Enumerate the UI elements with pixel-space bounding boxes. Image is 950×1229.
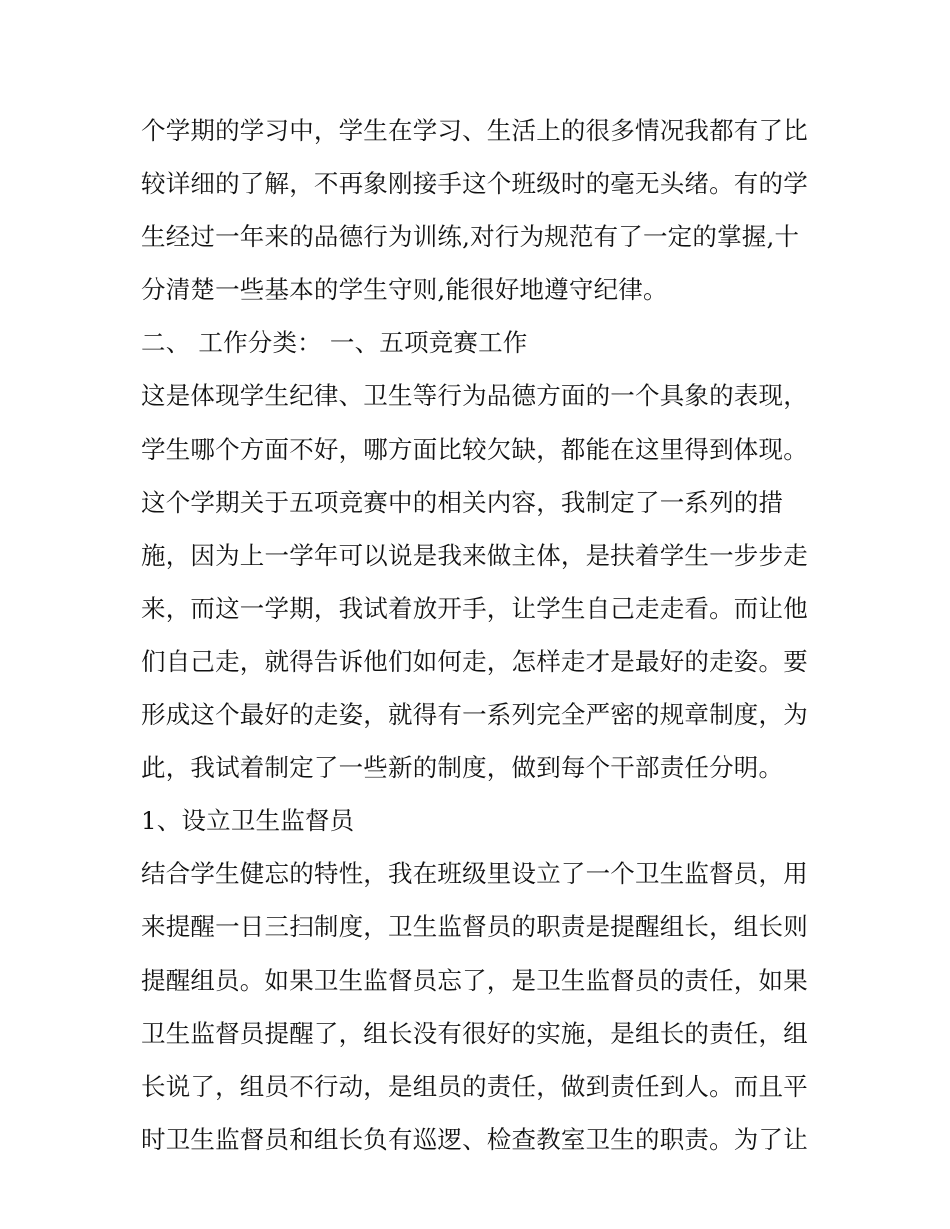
text-line: 生经过一年来的品德行为训练,对行为规范有了一定的掌握,十 [141, 222, 800, 252]
text-line: 卫生监督员提醒了，组长没有很好的实施，是组长的责任，组 [141, 1018, 808, 1048]
section-heading: 二、 工作分类： 一、五项竞赛工作 [141, 328, 528, 358]
text-line: 来提醒一日三扫制度，卫生监督员的职责是提醒组长，组长则 [141, 912, 808, 942]
text-line: 施，因为上一学年可以说是我来做主体，是扶着学生一步步走 [141, 540, 808, 570]
text-line: 们自己走，就得告诉他们如何走，怎样走才是最好的走姿。要 [141, 646, 808, 676]
text-line: 分清楚一些基本的学生守则,能很好地遵守纪律。 [141, 275, 668, 305]
document-body [141, 104, 821, 1166]
text-line: 这个学期关于五项竞赛中的相关内容，我制定了一系列的措 [141, 487, 784, 517]
text-line: 结合学生健忘的特性，我在班级里设立了一个卫生监督员，用 [141, 859, 808, 889]
text-line: 较详细的了解，不再象刚接手这个班级时的毫无头绪。有的学 [141, 169, 808, 199]
text-line: 来，而这一学期，我试着放开手，让学生自己走走看。而让他 [141, 593, 808, 623]
text-line: 个学期的学习中，学生在学习、生活上的很多情况我都有了比 [141, 116, 808, 145]
text-line: 学生哪个方面不好，哪方面比较欠缺，都能在这里得到体现。 [141, 434, 808, 464]
text-line: 提醒组员。如果卫生监督员忘了，是卫生监督员的责任，如果 [141, 965, 808, 995]
text-line: 此，我试着制定了一些新的制度，做到每个干部责任分明。 [141, 753, 784, 783]
text-line: 形成这个最好的走姿，就得有一系列完全严密的规章制度，为 [141, 700, 808, 730]
subsection-heading: 1、设立卫生监督员 [141, 806, 355, 836]
text-line: 长说了，组员不行动，是组员的责任，做到责任到人。而且平 [141, 1071, 808, 1101]
text-line: 时卫生监督员和组长负有巡逻、检查教室卫生的职责。为了让 [141, 1124, 808, 1154]
text-line: 这是体现学生纪律、卫生等行为品德方面的一个具象的表现， [141, 381, 808, 411]
